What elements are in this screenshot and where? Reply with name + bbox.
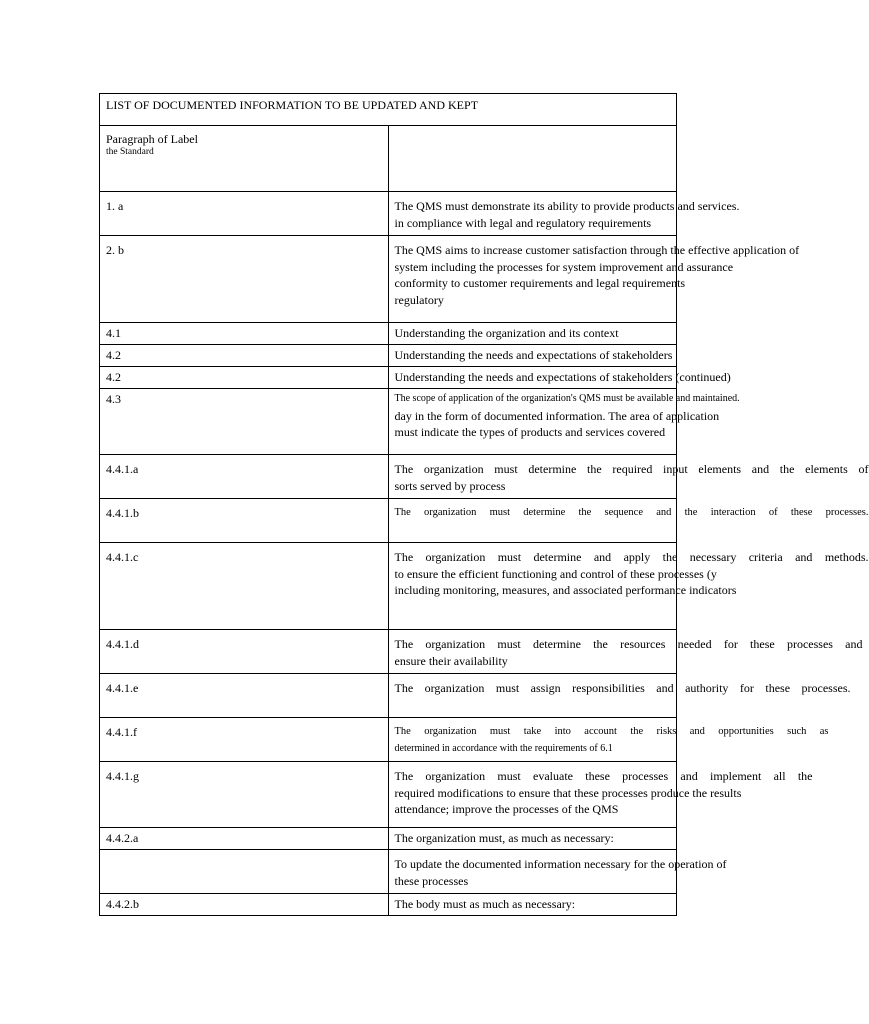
row-ref: 4.2	[100, 345, 389, 367]
row-text-line: The QMS must demonstrate its ability to provide products and services.	[394, 199, 740, 213]
row-text-line: attendance; improve the processes of the QMS	[394, 802, 619, 816]
row-text-line: The organization must, as much as necessary:	[394, 831, 614, 845]
row-ref: 1. a	[100, 192, 389, 236]
row-text	[388, 389, 740, 455]
row-text-line: system including the processes for system improvement and assurance	[394, 259, 734, 274]
row-text	[388, 236, 800, 323]
row-ref: 4.4.1.d	[100, 630, 389, 674]
row-text-line: Understanding the organization and its context	[394, 326, 619, 340]
row-text-line: required modifications to ensure that these processes produce the results	[394, 785, 742, 800]
table-row	[100, 455, 677, 499]
row-text-line: The organization must determine the resources needed for these processes and	[394, 637, 863, 651]
row-text-line: regulatory	[394, 292, 444, 307]
row-ref: 4.4.1.c	[100, 543, 389, 630]
row-text	[388, 192, 740, 236]
row-text	[388, 718, 829, 762]
table-row	[100, 828, 677, 850]
table-row	[100, 192, 677, 236]
row-text-line: The organization must determine the required input elements and the elements of	[394, 462, 869, 476]
row-text-line: ensure their availability	[394, 653, 508, 668]
row-ref	[100, 850, 389, 894]
table-title: LIST OF DOCUMENTED INFORMATION TO BE UPDATED AND KEPT	[100, 94, 677, 126]
header-blank-cell	[388, 126, 677, 192]
row-text-line: including monitoring, measures, and associated performance indicators	[394, 583, 737, 597]
table-row	[100, 323, 677, 345]
row-text-line: The organization must assign responsibilities and authority for these processes.	[394, 681, 851, 695]
row-text-line: sorts served by process	[394, 478, 506, 493]
table-row	[100, 850, 677, 894]
row-ref: 4.4.1.b	[100, 499, 389, 543]
row-text-line: Understanding the needs and expectations of stakeholders (continued)	[394, 370, 731, 384]
row-text-line: To update the documented information necessary for the operation of	[394, 857, 727, 871]
row-text-line: Understanding the needs and expectations of stakeholders	[394, 348, 673, 362]
table-row	[100, 718, 677, 762]
row-ref: 4.4.1.e	[100, 674, 389, 718]
header-label-main: Paragraph of Label	[106, 132, 198, 146]
row-text	[388, 367, 731, 389]
row-text	[388, 543, 869, 630]
table-row	[100, 499, 677, 543]
row-ref: 4.2	[100, 367, 389, 389]
row-text-line: must indicate the types of products and services covered	[394, 425, 666, 439]
row-ref: 4.3	[100, 389, 389, 455]
row-text-line: The organization must determine the sequence and the interaction of these processes.	[394, 507, 869, 518]
table-row	[100, 762, 677, 828]
table-row	[100, 894, 677, 916]
row-text-line: to ensure the efficient functioning and control of these processes (y	[394, 566, 717, 581]
table-row	[100, 236, 677, 323]
row-text	[388, 762, 813, 828]
row-text-line: these processes	[394, 873, 469, 888]
table-row	[100, 389, 677, 455]
row-ref: 2. b	[100, 236, 389, 323]
row-text	[388, 323, 677, 345]
header-row	[100, 126, 677, 192]
row-text	[388, 894, 677, 916]
row-text	[388, 674, 851, 718]
title-row	[100, 94, 677, 126]
row-text-line: The body must as much as necessary:	[394, 897, 576, 911]
row-text-line: The organization must take into account the risks and opportunities such as	[394, 726, 829, 737]
table-row	[100, 345, 677, 367]
row-text-line: The scope of application of the organization's QMS must be available and maintained.	[394, 393, 740, 404]
row-text	[388, 499, 869, 543]
documented-information-table	[99, 93, 869, 916]
table-row	[100, 367, 677, 389]
row-text-line: The organization must determine and apply the necessary criteria and methods.	[394, 550, 869, 564]
row-text	[388, 850, 727, 894]
row-text-line: The QMS aims to increase customer satisfaction through the effective application of	[394, 243, 800, 257]
row-text-line: The organization must evaluate these processes and implement all the	[394, 769, 813, 783]
row-ref: 4.4.2.b	[100, 894, 389, 916]
row-text	[388, 630, 863, 674]
row-text-line: day in the form of documented information. The area of application	[394, 408, 720, 423]
row-ref: 4.4.1.a	[100, 455, 389, 499]
row-text	[388, 455, 869, 499]
row-text	[388, 828, 677, 850]
row-ref: 4.4.1.f	[100, 718, 389, 762]
row-text-line: in compliance with legal and regulatory requirements	[394, 215, 652, 230]
table-row	[100, 630, 677, 674]
row-ref: 4.4.1.g	[100, 762, 389, 828]
row-text	[388, 345, 677, 367]
row-ref: 4.4.2.a	[100, 828, 389, 850]
header-paragraph-label	[100, 126, 389, 192]
table-row	[100, 674, 677, 718]
row-ref: 4.1	[100, 323, 389, 345]
header-label-sub: the Standard	[106, 147, 154, 157]
row-text-line: conformity to customer requirements and legal requirements	[394, 276, 686, 290]
table-row	[100, 543, 677, 630]
row-text-line: determined in accordance with the requirements of 6.1	[394, 742, 613, 754]
